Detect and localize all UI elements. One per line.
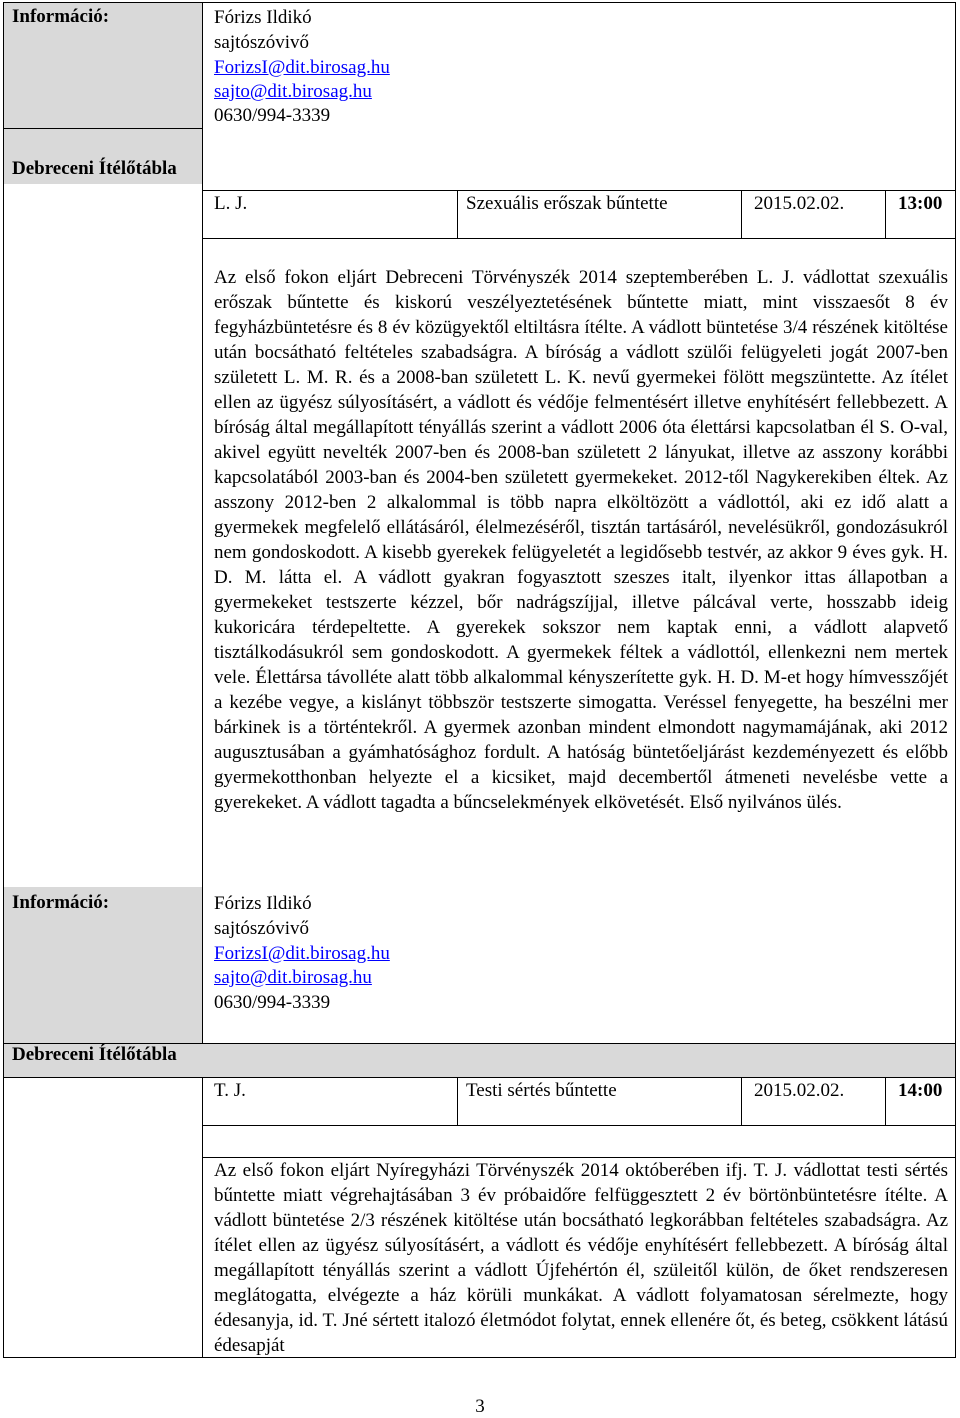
- case-defendant: L. J.: [214, 193, 248, 214]
- case-time: 13:00: [898, 193, 943, 214]
- email-link[interactable]: ForizsI@dit.birosag.hu: [214, 57, 390, 78]
- grid-line: [3, 2, 4, 1358]
- grid-line: [202, 238, 956, 239]
- contact-name: Fórizs Ildikó: [214, 7, 312, 28]
- case-date: 2015.02.02.: [754, 1080, 845, 1101]
- case-defendant: T. J.: [214, 1080, 246, 1101]
- info-label: Információ:: [12, 892, 110, 913]
- contact-role: sajtószóvivő: [214, 32, 309, 53]
- grid-line: [457, 1077, 458, 1126]
- court-name: Debreceni Ítélőtábla: [12, 158, 177, 179]
- contact-name: Fórizs Ildikó: [214, 893, 312, 914]
- email-link[interactable]: sajto@dit.birosag.hu: [214, 967, 372, 988]
- grid-line: [741, 1077, 742, 1126]
- court-name: Debreceni Ítélőtábla: [12, 1044, 177, 1065]
- case-time: 14:00: [898, 1080, 943, 1101]
- case-date: 2015.02.02.: [754, 193, 845, 214]
- page-number: 3: [475, 1396, 485, 1417]
- email-link[interactable]: sajto@dit.birosag.hu: [214, 81, 372, 102]
- case-crime: Szexuális erőszak bűntette: [466, 193, 668, 214]
- email-link[interactable]: ForizsI@dit.birosag.hu: [214, 943, 390, 964]
- grid-line: [885, 1077, 886, 1126]
- grid-line: [955, 2, 956, 1358]
- grid-line: [885, 190, 886, 239]
- case-description: Az első fokon eljárt Debreceni Törvényszék 2014 szeptemberében L. J. vádlottat szexuális erőszak bűntette és kiskorú veszélyeztetésének bűntette miatt, mint visszaesőt 8 év fegyházbüntetésre és 8 év közügyektől eltiltásra ítélte. A vádlott büntetése 3/4 részének kitöltése után bocsátható feltételes szabadságra. A bíróság a vádlott szülői felügyeleti jogát 2007-ben született L. M. R. és a 2008-ban született L. K. nevű gyermekei fölött megszüntette. Az ítélet ellen az ügyész súlyosításért, a vádlott és védője felmentésért illetve enyhítésért fellebbezett. A bíróság által megállapított tényállás szerint a vádlott 2006 óta élettársi kapcsolatban él S. O-val, akivel együtt nevelték 2007-ben és 2008-ban született 2 lányukat, illetve az asszony korábbi kapcsolatából 2003-ban és 2004-ben született gyermekeket. 2012-től Nagykerekiben éltek. Az asszony 2012-ben 2 alkalommal is több napra elköltözött a vádlottól, aki ez idő alatt a gyermekek megfelelő ellátásáról, élelmezéséről, tisztán tartásáról, nevelésükről, gondozásukról nem gondoskodott. A kisebb gyerekek felügyeletét a legidősebb testvér, az akkor 9 éves gyk. H. D. M. látta el. A vádlott gyakran fogyasztott szeszes italt, ilyenkor ittas állapotban a gyermekeket testszerte kézzel, bőr nadrágszíjjal, illetve pálcával verte, hosszabb ideig kukoricára térdepeltette. A gyerekek sokszor nem kaptak enni, a vádlott alapvető tisztálkodásukról sem gondoskodott. A gyermekek féltek a vádlottól, ellenkezni nem mertek vele. Élettársa távolléte alatt több alkalommal kényszerítette gyk. H. D. M-et hogy hímvesszőjét a kezébe vegye, a kislányt többször testszerte simogatta. Veréssel fenyegette, ha beszélni mer bárkinek is a történtekről. A gyermek azonban mindent elmondott nagymamájának, aki 2012 augusztusában a gyámhatósághoz fordult. A hatóság büntetőeljárást kezdeményezett és előbb gyermekotthonban helyezte el a kicsiket, majd decembertől átmeneti nevelésbe vette a gyerekeket. A vádlott tagadta a bűncselekmények elkövetését. Első nyilvános ülés.: [214, 267, 948, 813]
- contact-phone: 0630/994-3339: [214, 105, 331, 126]
- grid-line: [202, 1125, 956, 1126]
- case-crime: Testi sértés bűntette: [466, 1080, 617, 1101]
- grid-line: [457, 190, 458, 239]
- contact-phone: 0630/994-3339: [214, 992, 331, 1013]
- grid-line: [741, 190, 742, 239]
- contact-role: sajtószóvivő: [214, 918, 309, 939]
- case-description: Az első fokon eljárt Nyíregyházi Törvényszék 2014 októberében ifj. T. J. vádlottat testi sértés bűntette miatt végrehajtásában 3 év próbaidőre felfüggesztett 2 év börtönbüntetésre ítélte. A vádlott büntetése 2/3 részének kitöltése után bocsátható legkorábban feltételes szabadságra. Az ítélet ellen az ügyész súlyosításért, a vádlott és védője enyhítésért fellebbezett. A bíróság által megállapított tényállás szerint a vádlott Újfehértón él, szüleitől külön, de őket rendszeresen meglátogatta, elvégezte a ház körüli munkákat. A vádlott folyamatosan sérelmezte, hogy édesanyja, id. T. Jné sértett italozó életmódot folytat, ennek ellenére őt, és beteg, csökkent látású édesapját: [214, 1160, 948, 1356]
- grid-line: [202, 1077, 203, 1358]
- grid-line: [202, 2, 203, 1043]
- info-label: Információ:: [12, 6, 110, 27]
